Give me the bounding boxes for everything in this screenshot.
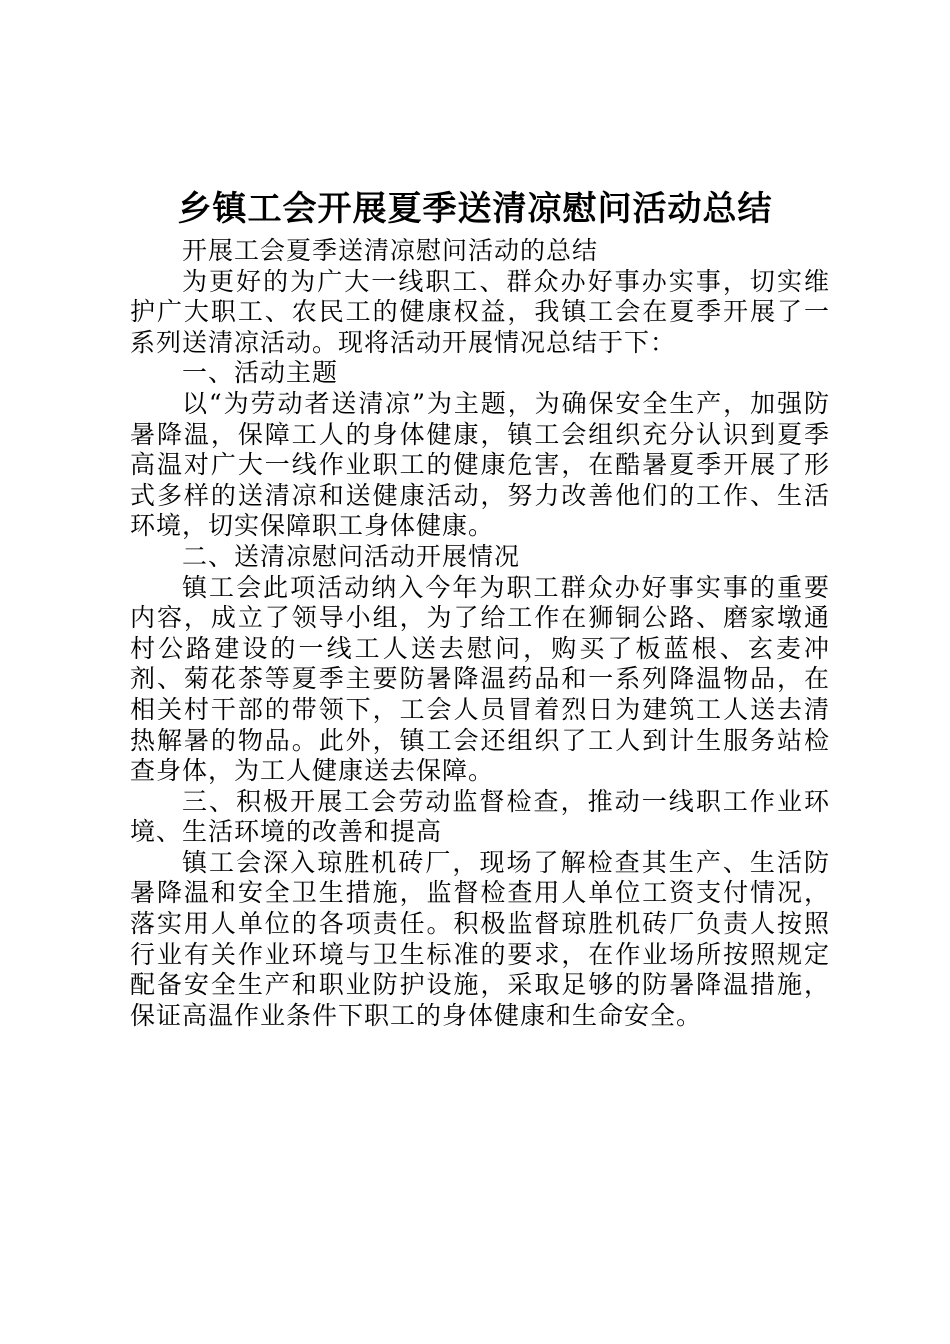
document-body <box>130 236 830 1031</box>
paragraph-intro: 为更好的为广大一线职工、群众办好事办实事，切实维护广大职工、农民工的健康权益，我镇工会在夏季开展了一系列送清凉活动。现将活动开展情况总结于下： <box>130 266 830 357</box>
section-heading-1: 一、活动主题 <box>182 358 339 388</box>
paragraph-subtitle: 开展工会夏季送清凉慰问活动的总结 <box>182 236 599 265</box>
paragraph-section-2: 镇工会此项活动纳入今年为职工群众办好事实事的重要内容，成立了领导小组，为了给工作在狮铜公路、磨家墩通村公路建设的一线工人送去慰问，购买了板蓝根、玄麦冲剂、菊花茶等夏季主要防暑降温药品和一系列降温物品，在相关村干部的带领下，工会人员冒着烈日为建筑工人送去清热解暑的物品。此外，镇工会还组织了工人到计生服务站检查身体，为工人健康送去保障。 <box>130 572 830 786</box>
document-title: 乡镇工会开展夏季送清凉慰问活动总结 <box>177 189 773 229</box>
section-heading-3: 三、积极开展工会劳动监督检查，推动一线职工作业环境、生活环境的改善和提高 <box>130 786 830 847</box>
paragraph-section-1: 以“为劳动者送清凉”为主题，为确保安全生产，加强防暑降温，保障工人的身体健康，镇工会组织充分认识到夏季高温对广大一线作业职工的健康危害，在酷暑夏季开展了形式多样的送清凉和送健康活动，努力改善他们的工作、生活环境，切实保障职工身体健康。 <box>130 388 830 541</box>
paragraph-section-3: 镇工会深入琼胜机砖厂，现场了解检查其生产、生活防暑降温和安全卫生措施，监督检查用人单位工资支付情况，落实用人单位的各项责任。积极监督琼胜机砖厂负责人按照行业有关作业环境与卫生标准的要求，在作业场所按照规定配备安全生产和职业防护设施，采取足够的防暑降温措施，保证高温作业条件下职工的身体健康和生命安全。 <box>130 847 830 1030</box>
section-heading-2: 二、送清凉慰问活动开展情况 <box>182 541 521 571</box>
